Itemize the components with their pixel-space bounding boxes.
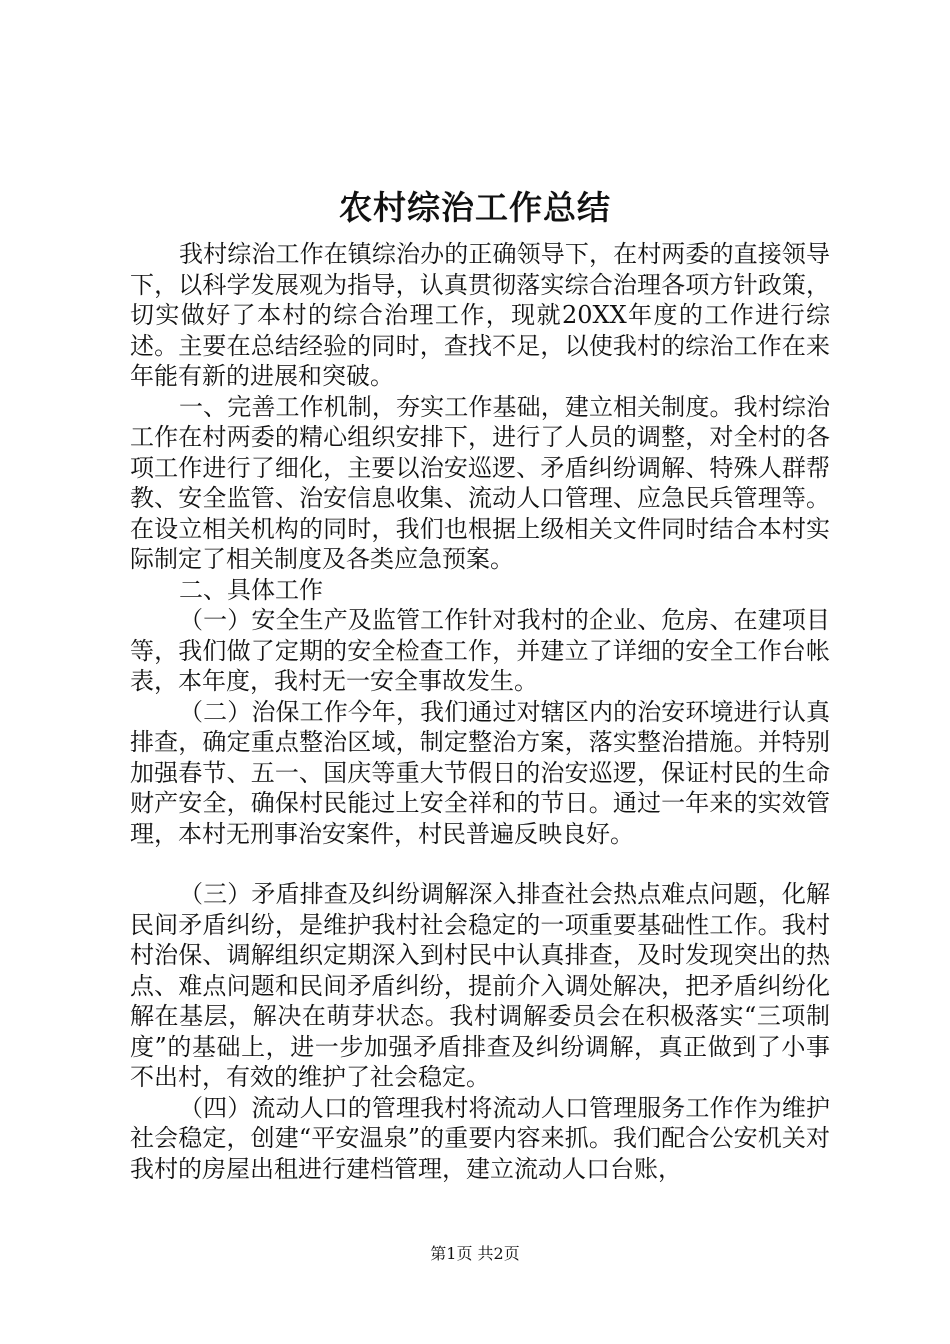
document-body [130, 239, 830, 1184]
paragraph-intro: 我村综治工作在镇综治办的正确领导下，在村两委的直接领导下，以科学发展观为指导，认真贯彻落实综合治理各项方针政策，切实做好了本村的综合治理工作，现就20XX年度的工作进行综述。主要在总结经验的同时，查找不足，以使我村的综治工作在来年能有新的进展和突破。 [130, 240, 830, 390]
page-footer: 第1页 共2页 [430, 1244, 520, 1263]
paragraph-item-4: （四）流动人口的管理我村将流动人口管理服务工作作为维护社会稳定，创建“平安温泉”的重要内容来抓。我们配合公安机关对我村的房屋出租进行建档管理，建立流动人口台账， [130, 1093, 830, 1183]
paragraph-item-1: （一）安全生产及监管工作针对我村的企业、危房、在建项目等，我们做了定期的安全检查工作，并建立了详细的安全工作台帐表，本年度，我村无一安全事故发生。 [130, 606, 830, 695]
paragraph-section-2-heading: 二、具体工作 [179, 575, 323, 604]
paragraph-item-3: （三）矛盾排查及纠纷调解深入排查社会热点难点问题，化解民间矛盾纠纷，是维护我村社会稳定的一项重要基础性工作。我村村治保、调解组织定期深入到村民中认真排查，及时发现突出的热点、难点问题和民间矛盾纠纷，提前介入调处解决，把矛盾纠纷化解在基层，解决在萌芽状态。我村调解委员会在积极落实“三项制度”的基础上，进一步加强矛盾排查及纠纷调解，真正做到了小事不出村，有效的维护了社会稳定。 [130, 880, 830, 1091]
paragraph-item-2: （二）治保工作今年，我们通过对辖区内的治安环境进行认真排查，确定重点整治区域，制定整治方案，落实整治措施。并特别加强春节、五一、国庆等重大节假日的治安巡逻，保证村民的生命财产安全，确保村民能过上安全祥和的节日。通过一年来的实效管理，本村无刑事治安案件，村民普遍反映良好。 [130, 697, 830, 848]
paragraph-section-1: 一、完善工作机制，夯实工作基础，建立相关制度。我村综治工作在村两委的精心组织安排下，进行了人员的调整，对全村的各项工作进行了细化，主要以治安巡逻、矛盾纠纷调解、特殊人群帮教、安全监管、治安信息收集、流动人口管理、应急民兵管理等。在设立相关机构的同时，我们也根据上级相关文件同时结合本村实际制定了相关制度及各类应急预案。 [130, 392, 830, 573]
document-title: 农村综治工作总结 [339, 188, 611, 227]
